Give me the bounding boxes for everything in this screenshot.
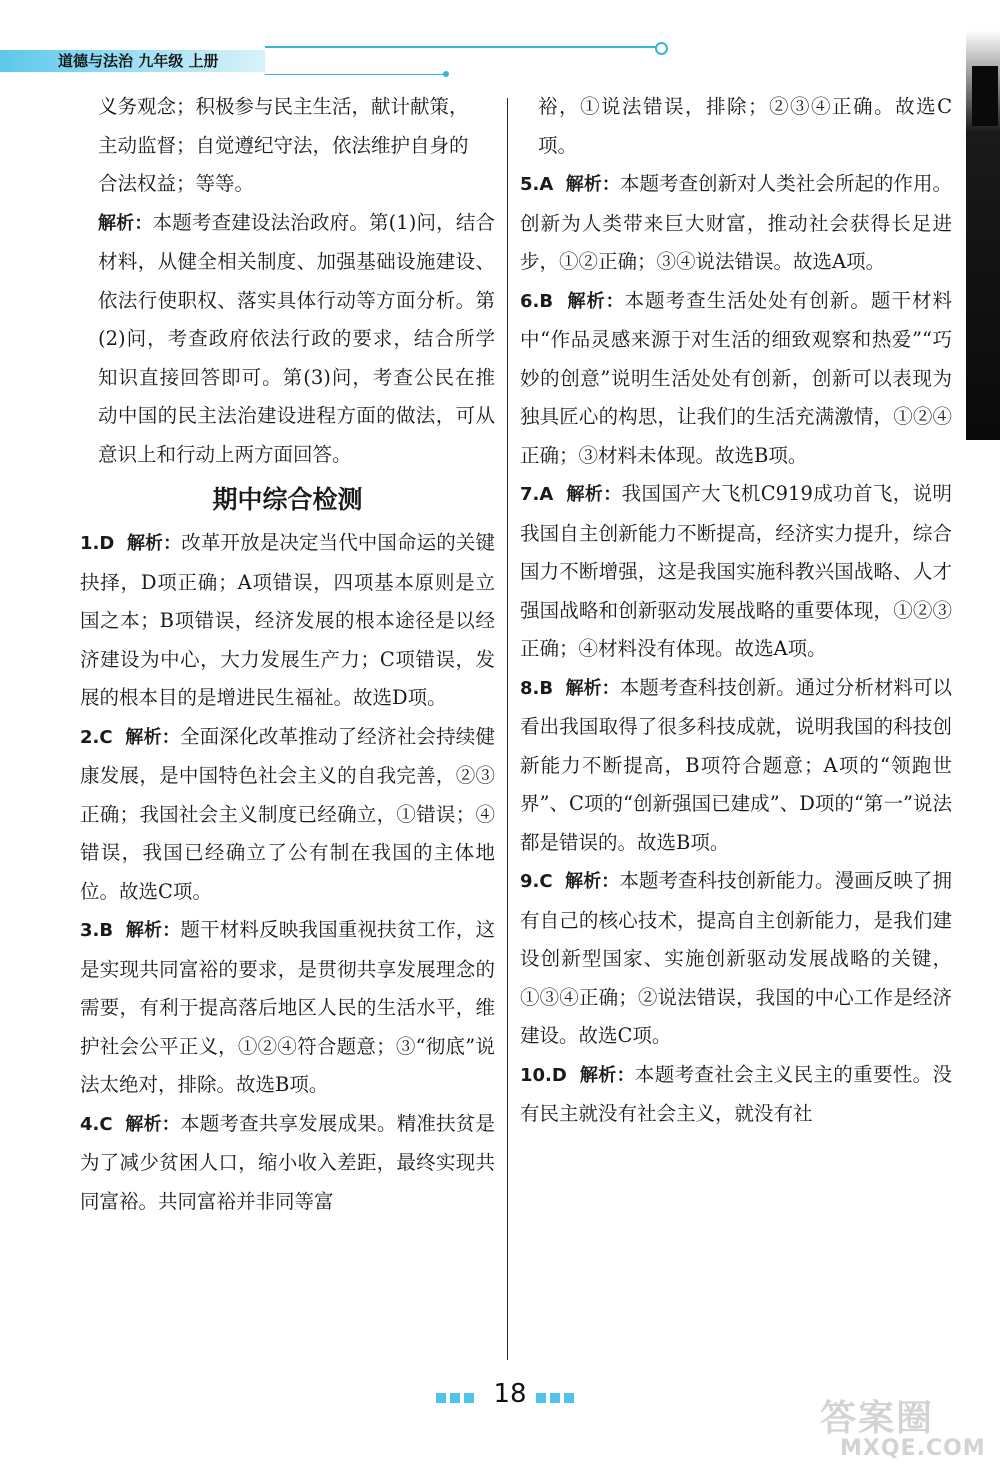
answer-number: 1.D bbox=[80, 533, 115, 554]
analysis-label: 解析： bbox=[98, 212, 153, 234]
continued-line: 裕，①说法错误，排除；②③④正确。故选C项。 bbox=[538, 95, 952, 157]
continued-line: 义务观念；积极参与民主生活，献计献策， bbox=[98, 95, 469, 118]
answer-text: 本题考查生活处处有创新。题干材料中“作品灵感来源于对生活的细致观察和热爱”“巧妙的创意”说明生活处处有创新，创新可以表现为独具匠心的构思，让我们的生活充满激情，①②④正确；③材料未体现。故选B项。 bbox=[520, 288, 952, 467]
answer-number: 10.D bbox=[520, 1064, 567, 1086]
answer-item bbox=[80, 911, 495, 1105]
answer-item bbox=[520, 862, 952, 1056]
answer-item bbox=[80, 1105, 495, 1222]
answer-item bbox=[80, 718, 495, 912]
header-rule bbox=[265, 46, 657, 48]
side-tab-mark bbox=[972, 66, 998, 126]
analysis-label: 解析： bbox=[126, 533, 182, 554]
analysis-label: 解析： bbox=[579, 1064, 635, 1086]
answer-text: 题干材料反映我国重视扶贫工作，这是实现共同富裕的要求，是贯彻共享发展理念的需要，有利于提高落后地区人民的生活水平，维护社会公平正义，①②④符合题意；③“彻底”说法太绝对，排除。故选B项。 bbox=[80, 918, 495, 1096]
analysis-label: 解析： bbox=[125, 726, 180, 748]
answer-item bbox=[520, 1056, 952, 1134]
answer-text: 本题考查创新对人类社会所起的作用。创新为人类带来巨大财富，推动社会获得长足进步，①②正确；③④说法错误。故选A项。 bbox=[520, 172, 953, 273]
header-small-dot bbox=[443, 71, 449, 77]
analysis-paragraph bbox=[80, 204, 495, 475]
continued-line: 合法权益；等等。 bbox=[98, 172, 255, 195]
left-column bbox=[80, 88, 495, 1221]
header-ring-dot bbox=[655, 42, 668, 55]
answer-text: 全面深化改革推动了经济社会持续健康发展，是中国特色社会主义的自我完善，②③正确；我国社会主义制度已经确立，①错误；④错误，我国已经确立了公有制在我国的主体地位。故选C项。 bbox=[80, 724, 496, 903]
right-column bbox=[520, 88, 952, 1134]
analysis-label: 解析： bbox=[565, 677, 620, 699]
analysis-label: 解析： bbox=[125, 920, 181, 941]
analysis-label: 解析： bbox=[566, 484, 622, 505]
watermark-url: MXQE.COM bbox=[840, 1436, 986, 1461]
answer-item bbox=[520, 165, 952, 282]
answer-item bbox=[520, 669, 952, 863]
running-header bbox=[0, 40, 680, 80]
answer-number: 3.B bbox=[80, 920, 114, 941]
continued-line: 主动监督；自觉遵纪守法，依法维护自身的 bbox=[98, 133, 469, 157]
header-title: 道德与法治 九年级 上册 bbox=[58, 52, 219, 70]
watermark bbox=[820, 1390, 990, 1465]
answer-text: 本题考查共享发展成果。精准扶贫是为了减少贫困人口，缩小收入差距，最终实现共同富裕。共同富裕并非同等富 bbox=[80, 1111, 496, 1213]
watermark-logo: 答案圈 bbox=[820, 1398, 935, 1439]
page-number: 18 bbox=[493, 1379, 527, 1409]
section-title: 期中综合检测 bbox=[212, 485, 363, 514]
answer-number: 9.C bbox=[520, 871, 553, 892]
analysis-text: 本题考查建设法治政府。第(1)问，结合材料，从健全相关制度、加强基础设施建设、依法行使职权、落实具体行动等方面分析。第(2)问，考查政府依法行政的要求，结合所学知识直接回答即可。第(3)问，考查公民在推动中国的民主法治建设进程方面的做法，可从意识上和行动上两方面回答。 bbox=[98, 210, 496, 466]
analysis-label: 解析： bbox=[567, 290, 625, 312]
answer-number: 7.A bbox=[520, 484, 554, 505]
footer-dots-left bbox=[436, 1388, 484, 1400]
side-thumb-tab bbox=[966, 30, 1000, 440]
answer-item bbox=[520, 282, 952, 476]
answer-number: 4.C bbox=[80, 1113, 113, 1135]
analysis-label: 解析： bbox=[125, 1113, 180, 1135]
analysis-label: 解析： bbox=[565, 871, 620, 892]
answer-text: 改革开放是决定当代中国命运的关键抉择，D项正确；A项错误，四项基本原则是立国之本；B项错误，经济发展的根本途径是以经济建设为中心，大力发展生产力；C项错误，发展的根本目的是增进民生福祉。故选D项。 bbox=[80, 531, 495, 709]
answer-text: 本题考查科技创新能力。漫画反映了拥有自己的核心技术，提高自主创新能力，是我们建设创新型国家、实施创新驱动发展战略的关键，①③④正确；②说法错误，我国的中心工作是经济建设。故选C项。 bbox=[520, 869, 952, 1047]
answer-number: 5.A bbox=[520, 174, 554, 195]
footer-dots-right bbox=[536, 1388, 584, 1400]
analysis-label: 解析： bbox=[565, 174, 620, 195]
answer-text: 本题考查社会主义民主的重要性。没有民主就没有社会主义，就没有社 bbox=[520, 1062, 952, 1125]
answer-text: 本题考查科技创新。通过分析材料可以看出我国取得了很多科技成就，说明我国的科技创新能力不断提高，B项符合题意；A项的“领跑世界”、C项的“创新强国已建成”、D项的“第一”说法都是错误的。故选B项。 bbox=[520, 675, 952, 854]
answer-number: 8.B bbox=[520, 677, 554, 699]
answer-item bbox=[520, 475, 952, 669]
answer-item bbox=[80, 524, 495, 718]
answer-text: 我国国产大飞机C919成功首飞，说明我国自主创新能力不断提高，经济实力提升，综合国力不断增强，这是我国实施科教兴国战略、人才强国战略和创新驱动发展战略的重要体现，①②③正确；④材料没有体现。故选A项。 bbox=[520, 482, 953, 660]
answer-number: 6.B bbox=[520, 290, 554, 312]
answer-number: 2.C bbox=[80, 726, 113, 748]
column-divider bbox=[507, 98, 508, 1360]
header-rule-lower bbox=[265, 74, 445, 75]
